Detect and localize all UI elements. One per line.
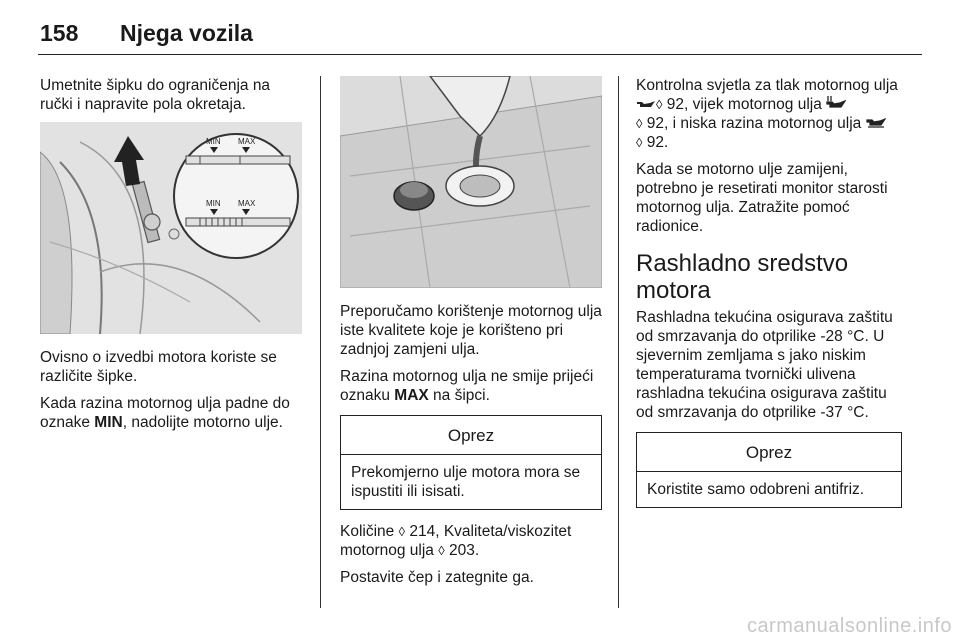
reference-arrow-icon: ◊ [438, 543, 445, 558]
caution-body: Prekomjerno ulje motora mora se ispustiti ili isisati. [351, 464, 581, 500]
oil-life-reset-text: Kada se motorno ulje zamijeni, potrebno je resetirati monitor starosti motornog ulja. Zatražite pomoć radionice. [636, 161, 888, 235]
caution-title: Oprez [341, 416, 601, 455]
max-label-bottom: MAX [238, 199, 256, 208]
max-level-text: Razina motornog ulja ne smije prijeći oznaku MAX na šipci. [340, 368, 594, 404]
reference-arrow-icon: ◊ [636, 135, 643, 150]
dipstick-illustration [40, 122, 302, 334]
column-3 [636, 76, 902, 520]
column-1 [40, 76, 302, 440]
caution-box-coolant [636, 432, 902, 508]
caution-body: Koristite samo odobreni antifriz. [647, 481, 865, 498]
column-divider-left [320, 76, 321, 608]
chapter-title: Njega vozila [120, 20, 253, 46]
oil-filling-illustration [340, 76, 602, 288]
watermark: carmanualsonline.info [746, 615, 952, 637]
max-mark: MAX [394, 387, 429, 404]
max-label-top: MAX [238, 137, 256, 146]
oil-life-icon [826, 96, 846, 113]
caution-title: Oprez [637, 433, 901, 472]
column-divider-right [618, 76, 619, 608]
reference-arrow-icon: ◊ [656, 97, 663, 112]
coolant-text: Rashladna tekućina osigurava zaštitu od smrzavanja do otprilike -28 °C. U sjevernim zemljama s jako niskim temperaturama tvornički ulivena rashladna tekućina osigurava zaštitu od smrzavanja do otprilike -37 °C. [636, 309, 893, 421]
dipstick-insert-text: Umetnite šipku do ograničenja na ručki i napravite pola okretaja. [40, 77, 271, 113]
cap-instruction-text: Postavite čep i zategnite ga. [340, 569, 534, 586]
quantities-ref-text: Količine ◊ 214, Kvaliteta/viskozitet motornog ulja ◊ 203. [340, 523, 572, 559]
reference-arrow-icon: ◊ [398, 524, 406, 539]
min-label-top: MIN [206, 137, 221, 146]
reference-arrow-icon: ◊ [636, 116, 643, 131]
min-level-text: Kada razina motornog ulja padne do oznake MIN, nadolijte motorno ulje. [40, 395, 290, 431]
dipstick-variants-text: Ovisno o izvedbi motora koriste se različite šipke. [40, 349, 277, 385]
caution-box-oil [340, 415, 602, 510]
section-title-coolant: Rashladno sredstvo motora [636, 250, 849, 304]
oil-can-icon [636, 96, 656, 113]
warning-lights-text: Kontrolna svjetla za tlak motornog ulja ◊ 92, vijek motornog ulja ◊ 92, i niska razina motornog ulja ◊ 92. [636, 77, 898, 151]
page-number: 158 [40, 20, 79, 46]
column-2 [340, 76, 602, 595]
oil-quality-text: Preporučamo korištenje motornog ulja iste kvalitete koje je korišteno pri zadnjoj zamjeni ulja. [340, 303, 602, 358]
oil-level-icon [866, 115, 886, 132]
page-header [38, 14, 922, 55]
min-label-bottom: MIN [206, 199, 221, 208]
min-mark: MIN [94, 414, 123, 431]
